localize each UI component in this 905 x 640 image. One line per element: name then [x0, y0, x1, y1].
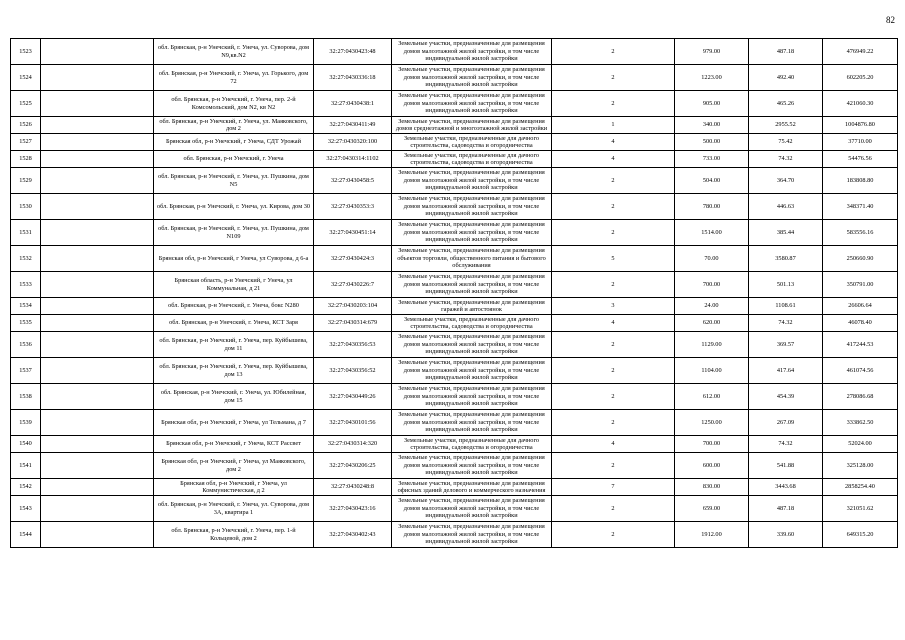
table-row: [11, 151, 898, 168]
blank-cell: [41, 194, 154, 220]
page-number: 82: [886, 15, 895, 25]
category-cell: 2: [552, 39, 675, 65]
specific-value-cell: 446.63: [749, 194, 823, 220]
blank-cell: [41, 384, 154, 410]
row-number: 1538: [11, 384, 41, 410]
address-cell: Брянская обл, р-н Унечский, г Унеча, ул Коммунистическая, д 2: [154, 479, 314, 496]
land-use-cell: Земельные участки, предназначенные для дачного строительства, садоводства и огородничества: [392, 151, 552, 168]
table-row: [11, 453, 898, 479]
row-number: 1541: [11, 453, 41, 479]
area-cell: 500.00: [675, 134, 749, 151]
category-cell: 2: [552, 168, 675, 194]
address-cell: Брянская обл, р-н Унечский, г Унеча, КСТ Рассвет: [154, 436, 314, 453]
category-cell: 2: [552, 384, 675, 410]
cadastral-number-cell: 32:27:0430320:100: [314, 134, 392, 151]
specific-value-cell: 74.32: [749, 436, 823, 453]
blank-cell: [41, 436, 154, 453]
table-row: [11, 496, 898, 522]
row-number: 1539: [11, 410, 41, 436]
cadastral-value-cell: 321051.62: [823, 496, 898, 522]
specific-value-cell: 2955.52: [749, 117, 823, 134]
blank-cell: [41, 410, 154, 436]
cadastral-number-cell: 32:27:0430356:52: [314, 358, 392, 384]
area-cell: 700.00: [675, 436, 749, 453]
land-use-cell: Земельные участки, предназначенные для дачного строительства, садоводства и огородничества: [392, 315, 552, 332]
category-cell: 2: [552, 410, 675, 436]
address-cell: обл. Брянская, р-н Унечский, г. Унеча, ул. Кирова, дом 30: [154, 194, 314, 220]
table-row: [11, 384, 898, 410]
specific-value-cell: 74.32: [749, 315, 823, 332]
area-cell: 830.00: [675, 479, 749, 496]
address-cell: обл. Брянская, р-н Унечский, г. Унеча, пер. 1-й Кольцевой, дом 2: [154, 522, 314, 548]
cadastral-value-cell: 26606.64: [823, 298, 898, 315]
cadastral-number-cell: 32:27:0430402:43: [314, 522, 392, 548]
cadastral-value-cell: 649315.20: [823, 522, 898, 548]
table-row: [11, 39, 898, 65]
category-cell: 5: [552, 246, 675, 272]
row-number: 1534: [11, 298, 41, 315]
area-cell: 24.00: [675, 298, 749, 315]
cadastral-value-cell: 602205.20: [823, 65, 898, 91]
category-cell: 2: [552, 522, 675, 548]
address-cell: Брянская область, р-н Унечский, г Унеча, ул Коммунальная, д 21: [154, 272, 314, 298]
blank-cell: [41, 315, 154, 332]
cadastral-value-cell: 278086.68: [823, 384, 898, 410]
blank-cell: [41, 117, 154, 134]
address-cell: обл. Брянская, р-н Унечский, г. Унеча, ул. Суворова, дом 3А, квартира 1: [154, 496, 314, 522]
address-cell: обл. Брянская, р-н Унечский, г. Унеча, ул. Пушкина, дом N109: [154, 220, 314, 246]
cadastral-number-cell: 32:27:0430206:25: [314, 453, 392, 479]
blank-cell: [41, 220, 154, 246]
row-number: 1536: [11, 332, 41, 358]
table-row: [11, 246, 898, 272]
land-use-cell: Земельные участки, предназначенные для размещения домов малоэтажной жилой застройки, в том числе индивидуальной жилой застройки: [392, 194, 552, 220]
area-cell: 1250.00: [675, 410, 749, 436]
table-row: [11, 410, 898, 436]
area-cell: 612.00: [675, 384, 749, 410]
address-cell: обл. Брянская, р-н Унечский, г. Унеча, пер. 2-й Комсомольский, дом N2, кв N2: [154, 91, 314, 117]
area-cell: 1912.00: [675, 522, 749, 548]
category-cell: 2: [552, 496, 675, 522]
row-number: 1530: [11, 194, 41, 220]
table-row: [11, 168, 898, 194]
specific-value-cell: 385.44: [749, 220, 823, 246]
address-cell: обл. Брянская, р-н Унечский, г. Унеча, пер. Куйбышева, дом 11: [154, 332, 314, 358]
land-use-cell: Земельные участки, предназначенные для размещения домов малоэтажной жилой застройки, в том числе индивидуальной жилой застройки: [392, 91, 552, 117]
row-number: 1524: [11, 65, 41, 91]
area-cell: 1104.00: [675, 358, 749, 384]
cadastral-value-table: [10, 38, 898, 548]
specific-value-cell: 487.18: [749, 39, 823, 65]
blank-cell: [41, 298, 154, 315]
row-number: 1532: [11, 246, 41, 272]
row-number: 1542: [11, 479, 41, 496]
land-use-cell: Земельные участки, предназначенные для размещения домов малоэтажной жилой застройки, в том числе индивидуальной жилой застройки: [392, 272, 552, 298]
land-use-cell: Земельные участки, предназначенные для размещения домов малоэтажной жилой застройки, в том числе индивидуальной жилой застройки: [392, 332, 552, 358]
address-cell: Брянская обл, р-н Унечский, г Унеча, ул Тельмана, д 7: [154, 410, 314, 436]
specific-value-cell: 1108.61: [749, 298, 823, 315]
area-cell: 1223.00: [675, 65, 749, 91]
specific-value-cell: 364.70: [749, 168, 823, 194]
cadastral-number-cell: 32:27:0430101:56: [314, 410, 392, 436]
address-cell: обл. Брянская, р-н Унечский, г. Унеча: [154, 151, 314, 168]
category-cell: 2: [552, 332, 675, 358]
cadastral-value-cell: 2858254.40: [823, 479, 898, 496]
address-cell: обл. Брянская, р-н Унечский, г. Унеча, КСТ Заря: [154, 315, 314, 332]
table-body: [11, 39, 898, 548]
table-row: [11, 134, 898, 151]
category-cell: 2: [552, 91, 675, 117]
cadastral-number-cell: 32:27:0430203:104: [314, 298, 392, 315]
land-use-cell: Земельные участки, предназначенные для размещения домов малоэтажной жилой застройки, в том числе индивидуальной жилой застройки: [392, 453, 552, 479]
cadastral-value-cell: 333862.50: [823, 410, 898, 436]
specific-value-cell: 369.57: [749, 332, 823, 358]
category-cell: 3: [552, 298, 675, 315]
table-row: [11, 220, 898, 246]
category-cell: 2: [552, 65, 675, 91]
specific-value-cell: 492.40: [749, 65, 823, 91]
cadastral-value-cell: 348371.40: [823, 194, 898, 220]
area-cell: 700.00: [675, 272, 749, 298]
area-cell: 504.00: [675, 168, 749, 194]
table-row: [11, 91, 898, 117]
land-use-cell: Земельные участки, предназначенные для размещения домов малоэтажной жилой застройки, в том числе индивидуальной жилой застройки: [392, 220, 552, 246]
specific-value-cell: 3443.68: [749, 479, 823, 496]
blank-cell: [41, 246, 154, 272]
cadastral-value-cell: 52024.00: [823, 436, 898, 453]
area-cell: 979.00: [675, 39, 749, 65]
blank-cell: [41, 91, 154, 117]
blank-cell: [41, 522, 154, 548]
row-number: 1540: [11, 436, 41, 453]
address-cell: обл. Брянская, р-н Унечский, г. Унеча, ул. Маяковского, дом 2: [154, 117, 314, 134]
cadastral-number-cell: 32:27:0430458:5: [314, 168, 392, 194]
cadastral-value-cell: 1004876.80: [823, 117, 898, 134]
cadastral-number-cell: 32:27:0430314:679: [314, 315, 392, 332]
area-cell: 905.00: [675, 91, 749, 117]
specific-value-cell: 267.09: [749, 410, 823, 436]
cadastral-number-cell: 32:27:0430353:3: [314, 194, 392, 220]
table-row: [11, 194, 898, 220]
specific-value-cell: 454.39: [749, 384, 823, 410]
category-cell: 2: [552, 358, 675, 384]
cadastral-value-cell: 183808.80: [823, 168, 898, 194]
cadastral-value-cell: 583556.16: [823, 220, 898, 246]
address-cell: Брянская обл, р-н Унечский, г Унеча, ул Суворова, д 6-а: [154, 246, 314, 272]
blank-cell: [41, 453, 154, 479]
table-row: [11, 479, 898, 496]
row-number: 1527: [11, 134, 41, 151]
address-cell: Брянская обл, р-н Унечский, г Унеча, ул Маяковского, дом 2: [154, 453, 314, 479]
cadastral-number-cell: 32:27:0430226:7: [314, 272, 392, 298]
land-use-cell: Земельные участки, предназначенные для размещения домов малоэтажной жилой застройки, в том числе индивидуальной жилой застройки: [392, 39, 552, 65]
row-number: 1544: [11, 522, 41, 548]
cadastral-value-cell: 417244.53: [823, 332, 898, 358]
land-use-cell: Земельные участки, предназначенные для дачного строительства, садоводства и огородничества: [392, 436, 552, 453]
specific-value-cell: 541.88: [749, 453, 823, 479]
blank-cell: [41, 496, 154, 522]
table-row: [11, 436, 898, 453]
specific-value-cell: 74.32: [749, 151, 823, 168]
cadastral-number-cell: 32:27:0430451:14: [314, 220, 392, 246]
land-use-cell: Земельные участки, предназначенные для размещения домов малоэтажной жилой застройки, в том числе индивидуальной жилой застройки: [392, 410, 552, 436]
cadastral-value-cell: 54476.56: [823, 151, 898, 168]
cadastral-number-cell: 32:27:0430411:49: [314, 117, 392, 134]
area-cell: 659.00: [675, 496, 749, 522]
table-row: [11, 117, 898, 134]
category-cell: 2: [552, 453, 675, 479]
cadastral-value-cell: 325128.00: [823, 453, 898, 479]
category-cell: 4: [552, 436, 675, 453]
land-use-cell: Земельные участки, предназначенные для размещения офисных зданий делового и коммерческого назначения: [392, 479, 552, 496]
category-cell: 1: [552, 117, 675, 134]
row-number: 1526: [11, 117, 41, 134]
land-use-cell: Земельные участки, предназначенные для размещения домов малоэтажной жилой застройки, в том числе индивидуальной жилой застройки: [392, 358, 552, 384]
address-cell: Брянская обл, р-н Унечский, г Унеча, СДТ Урожай: [154, 134, 314, 151]
cadastral-value-cell: 46078.40: [823, 315, 898, 332]
category-cell: 4: [552, 134, 675, 151]
cadastral-number-cell: 32:27:0430314:1102: [314, 151, 392, 168]
specific-value-cell: 75.42: [749, 134, 823, 151]
row-number: 1523: [11, 39, 41, 65]
specific-value-cell: 3580.87: [749, 246, 823, 272]
row-number: 1531: [11, 220, 41, 246]
row-number: 1533: [11, 272, 41, 298]
cadastral-number-cell: 32:27:0430449:26: [314, 384, 392, 410]
blank-cell: [41, 65, 154, 91]
land-use-cell: Земельные участки, предназначенные для размещения домов среднеэтажной и многоэтажной жилой застройки: [392, 117, 552, 134]
land-use-cell: Земельные участки, предназначенные для размещения домов малоэтажной жилой застройки, в том числе индивидуальной жилой застройки: [392, 522, 552, 548]
row-number: 1528: [11, 151, 41, 168]
land-use-cell: Земельные участки, предназначенные для размещения объектов торговли, общественного питания и бытового обслуживания: [392, 246, 552, 272]
cadastral-value-cell: 250660.90: [823, 246, 898, 272]
category-cell: 2: [552, 194, 675, 220]
cadastral-value-cell: 461074.56: [823, 358, 898, 384]
address-cell: обл. Брянская, р-н Унечский, г. Унеча, пер. Куйбышева, дом 13: [154, 358, 314, 384]
row-number: 1525: [11, 91, 41, 117]
cadastral-number-cell: 32:27:0430438:1: [314, 91, 392, 117]
row-number: 1529: [11, 168, 41, 194]
row-number: 1543: [11, 496, 41, 522]
table-row: [11, 272, 898, 298]
specific-value-cell: 465.26: [749, 91, 823, 117]
cadastral-value-cell: 37710.00: [823, 134, 898, 151]
table-row: [11, 358, 898, 384]
land-use-cell: Земельные участки, предназначенные для размещения домов малоэтажной жилой застройки, в том числе индивидуальной жилой застройки: [392, 496, 552, 522]
specific-value-cell: 501.13: [749, 272, 823, 298]
blank-cell: [41, 151, 154, 168]
table-row: [11, 65, 898, 91]
blank-cell: [41, 332, 154, 358]
category-cell: 2: [552, 272, 675, 298]
area-cell: 70.00: [675, 246, 749, 272]
row-number: 1537: [11, 358, 41, 384]
cadastral-number-cell: 32:27:0430356:53: [314, 332, 392, 358]
specific-value-cell: 487.18: [749, 496, 823, 522]
land-use-cell: Земельные участки, предназначенные для размещения гаражей и автостоянок: [392, 298, 552, 315]
address-cell: обл. Брянская, р-н Унечский, г. Унеча, ул. Горького, дом 72: [154, 65, 314, 91]
blank-cell: [41, 168, 154, 194]
area-cell: 1129.00: [675, 332, 749, 358]
cadastral-value-cell: 350791.00: [823, 272, 898, 298]
area-cell: 340.00: [675, 117, 749, 134]
category-cell: 4: [552, 151, 675, 168]
category-cell: 4: [552, 315, 675, 332]
cadastral-value-cell: 421060.30: [823, 91, 898, 117]
cadastral-number-cell: 32:27:0430336:18: [314, 65, 392, 91]
address-cell: обл. Брянская, р-н Унечский, г. Унеча, ул. Суворова, дом N9,кв.N2: [154, 39, 314, 65]
address-cell: обл. Брянская, р-н Унечский, г. Унеча, ул. Юбилейная, дом 15: [154, 384, 314, 410]
area-cell: 780.00: [675, 194, 749, 220]
row-number: 1535: [11, 315, 41, 332]
specific-value-cell: 339.60: [749, 522, 823, 548]
address-cell: обл. Брянская, р-н Унечский, г. Унеча, ул. Пушкина, дом N5: [154, 168, 314, 194]
cadastral-number-cell: 32:27:0430314:320: [314, 436, 392, 453]
area-cell: 600.00: [675, 453, 749, 479]
area-cell: 620.00: [675, 315, 749, 332]
blank-cell: [41, 39, 154, 65]
address-cell: обл. Брянская, р-н Унечский, г. Унеча, бокс N280: [154, 298, 314, 315]
area-cell: 733.00: [675, 151, 749, 168]
category-cell: 7: [552, 479, 675, 496]
blank-cell: [41, 272, 154, 298]
area-cell: 1514.00: [675, 220, 749, 246]
table-row: [11, 332, 898, 358]
land-use-cell: Земельные участки, предназначенные для размещения домов малоэтажной жилой застройки, в том числе индивидуальной жилой застройки: [392, 384, 552, 410]
land-use-cell: Земельные участки, предназначенные для размещения домов малоэтажной жилой застройки, в том числе индивидуальной жилой застройки: [392, 65, 552, 91]
table-row: [11, 522, 898, 548]
cadastral-number-cell: 32:27:0430424:3: [314, 246, 392, 272]
category-cell: 2: [552, 220, 675, 246]
cadastral-number-cell: 32:27:0430248:8: [314, 479, 392, 496]
land-use-cell: Земельные участки, предназначенные для дачного строительства, садоводства и огородничества: [392, 134, 552, 151]
cadastral-number-cell: 32:27:0430423:16: [314, 496, 392, 522]
blank-cell: [41, 134, 154, 151]
table-row: [11, 315, 898, 332]
cadastral-number-cell: 32:27:0430423:48: [314, 39, 392, 65]
blank-cell: [41, 479, 154, 496]
specific-value-cell: 417.64: [749, 358, 823, 384]
blank-cell: [41, 358, 154, 384]
table-row: [11, 298, 898, 315]
cadastral-value-cell: 476949.22: [823, 39, 898, 65]
land-use-cell: Земельные участки, предназначенные для размещения домов малоэтажной жилой застройки, в том числе индивидуальной жилой застройки: [392, 168, 552, 194]
